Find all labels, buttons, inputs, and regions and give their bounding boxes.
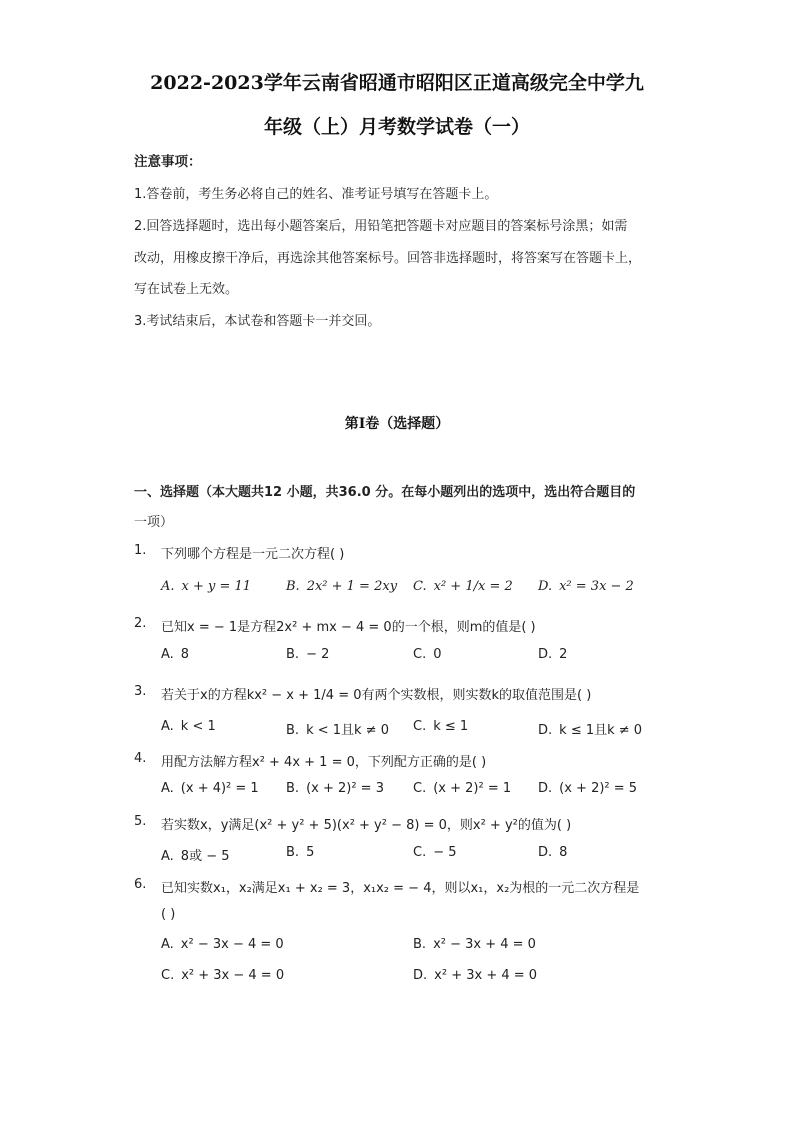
option-d: D. 2: [538, 647, 568, 662]
question-number: 1.: [134, 543, 147, 558]
option-a: A. 8: [161, 647, 190, 662]
option-d: D. (x + 2)² = 5: [538, 781, 638, 796]
option-a: A. x² − 3x − 4 = 0: [161, 937, 284, 952]
question-number: 6.: [134, 877, 147, 892]
option-d: D. k ≤ 1且k ≠ 0: [538, 723, 643, 738]
option-d: D. 8: [538, 845, 568, 860]
question-text: 下列哪个方程是一元二次方程( ): [161, 547, 345, 562]
exam-title-line-1: 2022-2023学年云南省昭通市昭阳区正道高级完全中学九: [150, 72, 644, 94]
question-text: 若关于x的方程kx² − x + 1/4 = 0有两个实数根，则实数k的取值范围是( ): [161, 688, 592, 703]
option-c: C. (x + 2)² = 1: [413, 781, 512, 796]
question-number: 4.: [134, 751, 147, 766]
option-b: B. k < 1且k ≠ 0: [286, 723, 389, 738]
option-b: B. (x + 2)² = 3: [286, 781, 384, 796]
option-b: B. x² − 3x + 4 = 0: [413, 937, 536, 952]
note-line: 2.回答选择题时，选出每小题答案后，用铅笔把答题卡对应题目的答案标号涂黑；如需: [134, 219, 628, 234]
option-d: D. x² = 3x − 2: [538, 579, 634, 594]
question-number: 5.: [134, 814, 147, 829]
notes-heading: 注意事项：: [134, 154, 202, 170]
option-c: C. k ≤ 1: [413, 719, 469, 734]
option-c: C. x² + 3x − 4 = 0: [161, 968, 285, 983]
option-b: B. − 2: [286, 647, 330, 662]
option-a: A. k < 1: [161, 719, 216, 734]
note-line: 3.考试结束后，本试卷和答题卡一并交回。: [134, 314, 381, 329]
option-c: C. − 5: [413, 845, 457, 860]
question-text: 若实数x，y满足(x² + y² + 5)(x² + y² − 8) = 0，则x² + y²的值为( ): [161, 818, 572, 833]
question-number: 3.: [134, 684, 147, 699]
question-text: 用配方法解方程x² + 4x + 1 = 0，下列配方正确的是( ): [161, 755, 487, 770]
question-text: 已知实数x₁，x₂满足x₁ + x₂ = 3，x₁x₂ = − 4，则以x₁，x₂为根的一元二次方程是: [161, 881, 640, 896]
option-c: C. x² + 1/x = 2: [413, 579, 513, 594]
note-line: 1.答卷前，考生务必将自己的姓名、准考证号填写在答题卡上。: [134, 187, 498, 202]
question-text-continued: ( ): [161, 907, 176, 922]
section-intro-line-2: 一项）: [134, 515, 174, 530]
option-c: C. 0: [413, 647, 442, 662]
exam-title-line-2: 年级（上）月考数学试卷（一）: [263, 116, 530, 138]
option-b: B. 2x² + 1 = 2xy: [286, 579, 398, 594]
question-number: 2.: [134, 616, 147, 631]
option-a: A. 8或 − 5: [161, 849, 230, 864]
note-line: 写在试卷上无效。: [134, 282, 239, 297]
section-intro-line-1: 一、选择题（本大题共12 小题，共36.0 分。在每小题列出的选项中，选出符合题目的: [134, 485, 636, 500]
question-text: 已知x = − 1是方程2x² + mx − 4 = 0的一个根，则m的值是( ): [161, 620, 536, 635]
option-d: D. x² + 3x + 4 = 0: [413, 968, 538, 983]
section-title: 第I卷（选择题）: [344, 416, 450, 432]
option-a: A. (x + 4)² = 1: [161, 781, 259, 796]
note-line: 改动，用橡皮擦干净后，再选涂其他答案标号。回答非选择题时，将答案写在答题卡上，: [134, 251, 642, 266]
option-b: B. 5: [286, 845, 315, 860]
option-a: A. x + y = 11: [161, 579, 252, 594]
